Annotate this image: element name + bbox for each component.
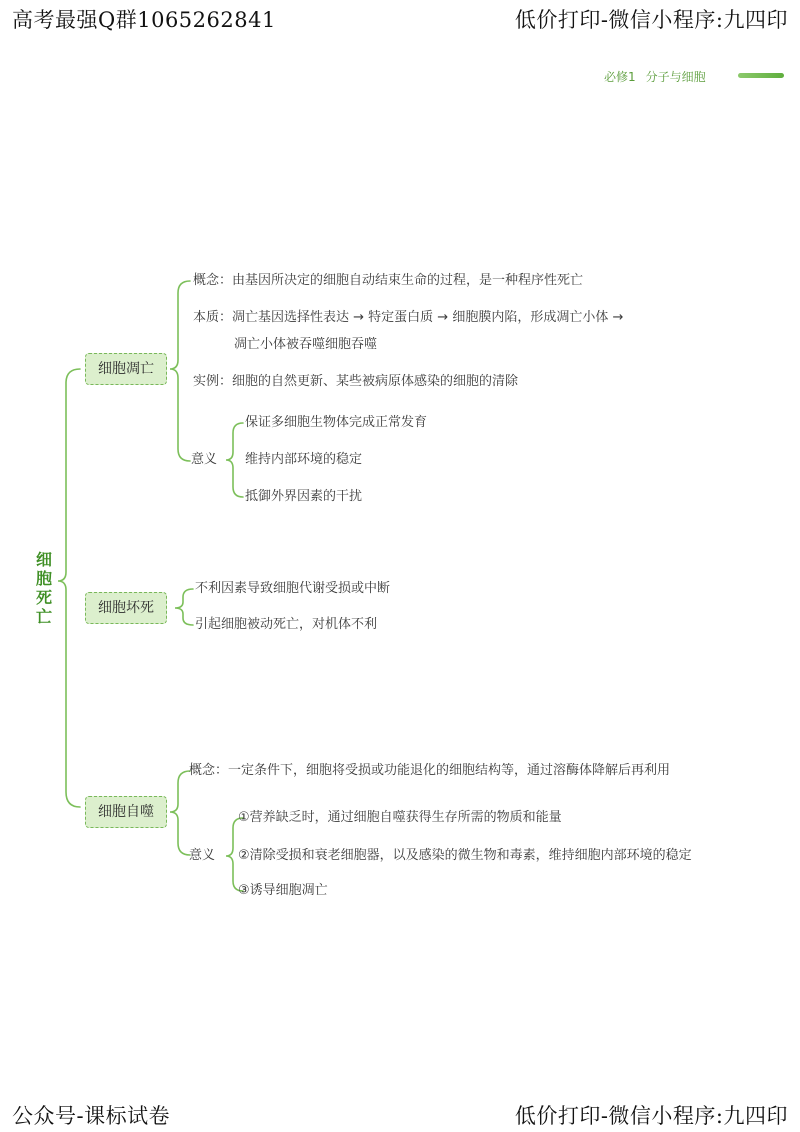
- apoptosis-significance-item: 保证多细胞生物体完成正常发育: [245, 415, 428, 430]
- autophagy-significance-item: ③诱导细胞凋亡: [238, 883, 328, 898]
- autophagy-concept: 概念：一定条件下，细胞将受损或功能退化的细胞结构等，通过溶酶体降解后再利用: [189, 763, 671, 778]
- apoptosis-essence-line1: 本质：凋亡基因选择性表达 → 特定蛋白质 → 细胞膜内陷，形成凋亡小体 →: [193, 310, 624, 325]
- autophagy-significance-label: 意义: [189, 848, 216, 863]
- topic-label: 分子与细胞: [645, 70, 706, 84]
- apoptosis-concept: 概念：由基因所决定的细胞自动结束生命的过程，是一种程序性死亡: [193, 273, 584, 288]
- autophagy-significance-item: ②清除受损和衰老细胞器，以及感染的微生物和毒素，维持细胞内部环境的稳定: [238, 848, 692, 863]
- root-bracket: [58, 369, 80, 807]
- apoptosis-significance-item: 抵御外界因素的干扰: [245, 489, 363, 504]
- root-node: 细胞死亡: [36, 550, 53, 626]
- node-necrosis: 细胞坏死: [85, 592, 167, 624]
- node-apoptosis: 细胞凋亡: [85, 353, 167, 385]
- watermark-top-right: 低价打印-微信小程序:九四印: [514, 8, 788, 32]
- apoptosis-essence-line2: 凋亡小体被吞噬细胞吞噬: [234, 337, 378, 352]
- node-autophagy: 细胞自噬: [85, 796, 167, 828]
- watermark-bottom-left: 公众号-课标试卷: [12, 1104, 171, 1128]
- watermark-top-left: 高考最强Q群1065262841: [12, 8, 276, 32]
- apoptosis-significance-item: 维持内部环境的稳定: [245, 452, 363, 467]
- apoptosis-bracket: [170, 281, 190, 461]
- autophagy-significance-item: ①营养缺乏时，通过细胞自噬获得生存所需的物质和能量: [238, 810, 562, 825]
- necrosis-point: 引起细胞被动死亡，对机体不利: [195, 617, 378, 632]
- apoptosis-significance-bracket: [226, 423, 243, 497]
- apoptosis-significance-label: 意义: [191, 452, 218, 467]
- autophagy-bracket: [170, 771, 190, 855]
- chapter-label: 必修1: [604, 70, 636, 84]
- apoptosis-example: 实例：细胞的自然更新、某些被病原体感染的细胞的清除: [193, 374, 519, 389]
- watermark-bottom-right: 低价打印-微信小程序:九四印: [514, 1104, 788, 1128]
- necrosis-bracket: [175, 589, 193, 625]
- necrosis-point: 不利因素导致细胞代谢受损或中断: [195, 581, 391, 596]
